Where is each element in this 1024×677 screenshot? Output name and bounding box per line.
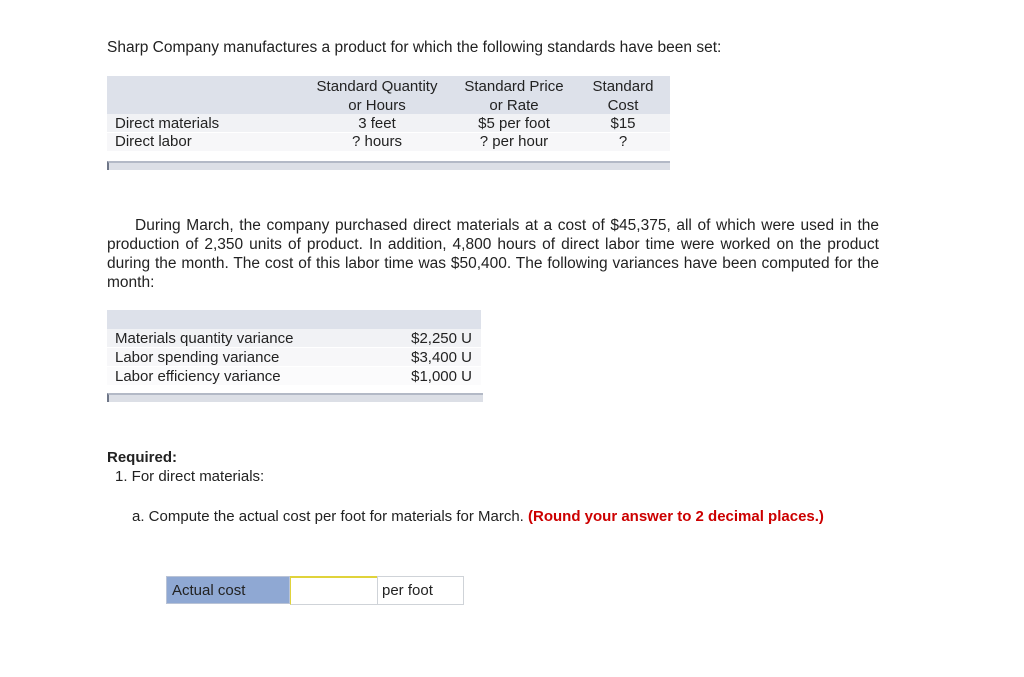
variance-label: Labor efficiency variance xyxy=(115,368,281,385)
variance-value: $2,250 U xyxy=(411,330,472,347)
standards-table-footer xyxy=(107,161,670,170)
variance-label: Labor spending variance xyxy=(115,349,280,366)
unit-label: per foot xyxy=(377,576,464,605)
question-a-text: a. Compute the actual cost per foot for materials for March. xyxy=(132,508,524,525)
variance-value: $1,000 U xyxy=(411,368,472,385)
header-line: Standard Quantity xyxy=(316,78,438,95)
materials-cost: $15 xyxy=(610,115,636,132)
variance-value: $3,400 U xyxy=(411,349,472,366)
labor-cost: ? xyxy=(618,133,628,150)
header-line: Standard Price xyxy=(464,78,564,95)
march-description: During March, the company purchased direct materials at a cost of $45,375, all of which were used in the production of 2,350 units of product. In addition, 4,800 hours of direct labor time were worked on the product during the month. The cost of this labor time was $50,400. The following variances have been computed for the month: xyxy=(107,217,879,291)
required-heading: Required: xyxy=(107,449,178,466)
materials-quantity: 3 feet xyxy=(358,115,396,132)
variance-label: Materials quantity variance xyxy=(115,330,294,347)
header-line: or Hours xyxy=(348,97,406,114)
labor-quantity: ? hours xyxy=(351,133,403,150)
row-label-direct-labor: Direct labor xyxy=(115,133,192,150)
question-a-note: (Round your answer to 2 decimal places.) xyxy=(528,508,824,525)
header-standard-cost xyxy=(583,77,663,115)
header-line: Standard xyxy=(592,78,654,95)
actual-cost-label: Actual cost xyxy=(166,576,290,604)
required-item-1: 1. For direct materials: xyxy=(115,468,265,485)
labor-price: ? per hour xyxy=(479,133,549,150)
header-line: or Rate xyxy=(489,97,539,114)
variance-table-header xyxy=(107,310,481,329)
intro-text: Sharp Company manufactures a product for which the following standards have been set: xyxy=(107,39,722,56)
variance-table-footer xyxy=(107,393,483,402)
row-label-direct-materials: Direct materials xyxy=(115,115,220,132)
actual-cost-input[interactable] xyxy=(290,576,378,605)
header-line: Cost xyxy=(607,97,639,114)
header-standard-quantity xyxy=(306,77,448,115)
materials-price: $5 per foot xyxy=(478,115,550,132)
question-a xyxy=(132,507,832,526)
header-standard-price xyxy=(455,77,573,115)
